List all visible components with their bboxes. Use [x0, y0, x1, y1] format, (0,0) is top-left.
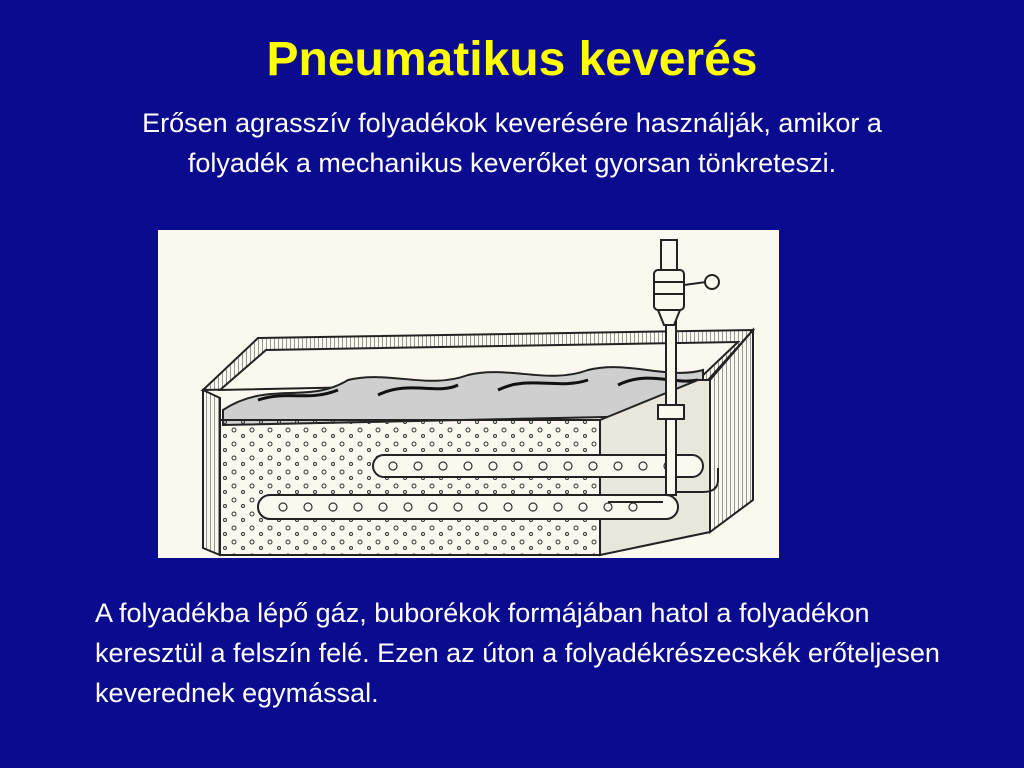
mixer-drawing — [158, 230, 779, 558]
slide-title: Pneumatikus keverés — [266, 33, 758, 86]
intro-text: Erősen agrasszív folyadékok keverésére használják, amikor a folyadék a mechanikus keverőket gyorsan tönkreteszi. — [142, 108, 882, 178]
description-text: A folyadékba lépő gáz, buborékok formájában hatol a folyadékon keresztül a felszín felé. Ezen az úton a folyadékrészecskék erőteljesen keverednek egymással. — [95, 598, 940, 708]
pneumatic-mixer-illustration — [158, 230, 779, 558]
